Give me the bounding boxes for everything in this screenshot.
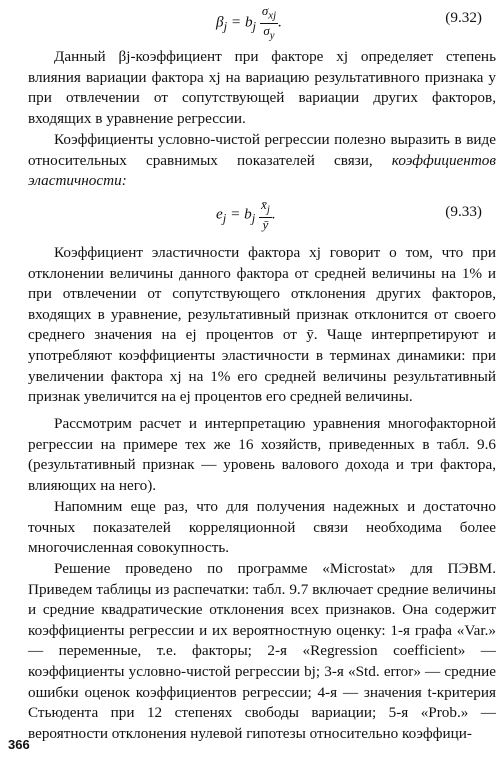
formula-9-33 [0,196,504,240]
equation-number-9-32: (9.32) [445,9,482,26]
fraction-sigma: $\frac{\sigma_{xj}}{\sigma_y}$ [261,3,277,42]
page-number: 366 [8,737,30,752]
paragraph-beta-coefficient: Данный βj-коэффициент при факторе xj определяет степень влияния вариации фактора xj на вариацию результативного признака у при отвлечении от сопутствующей вариации других факторов, входящих в уравнение регрессии. [28,48,496,127]
paragraph-elasticity-meaning: Коэффициент эластичности фактора xj говорит о том, что при отклонении величины данного фактора от средней величины на 1% и при отвлечении от сопутствующего отклонения других факторов, входящих в уравнение, результативный признак отклонится от своего среднего значения на ej процентов от ȳ. Чаще интерпретируют и употребляют коэффициенты эластичности в терминах динамики: при увеличении фактора xj на 1% его средней величины результативный признак увеличится на ej процентов его средней величины. [28,244,496,406]
paragraph-reminder: Напомним еще раз, что для получения надежных и достаточно точных показателей корреляционной связи необходима более многочисленная совокупность. [28,498,496,557]
equation-number-9-33: (9.33) [445,203,482,220]
fraction-means: $\frac{x̄_j}{ȳ}$ [261,197,270,232]
formula-9-33-expression: $e_j = b_j$ $\frac{x̄_j}{ȳ}$ . [216,197,276,232]
paragraph-microstat: Решение проведено по программе «Microstat» для ПЭВМ. Приведем таблицы из распечатки: табл. 9.7 включает средние величины и средние квадратические отклонения всех признаков. Она содержит коэффициенты регрессии и их вероятностную оценку: 1-я графа «Var.» — переменные, т.е. факторы; 2-я «Regression coefficient» — коэффициенты условно-чистой регрессии bj; 3-я «Std. error» — средние ошибки оценок коэффициентов регрессии; 4-я — значения t-критерия Стьюдента при 12 степенях свободы вариации; 5-я «Prob.» — вероятности отклонения нулевой гипотезы относительно коэффици- [28,560,496,742]
formula-9-32 [0,2,504,46]
formula-9-32-expression: $\beta_j = b_j$ $\frac{\sigma_{xj}}{\sigma_y}$ . [216,3,282,42]
paragraph-example: Рассмотрим расчет и интерпретацию уравнения многофакторной регрессии на примере тех же 16 хозяйств, приведенных в табл. 9.6 (результативный признак — уровень валового дохода и три фактора, влияющих на него). [28,415,496,494]
paragraph-elasticity-intro: Коэффициенты условно-чистой регрессии полезно выразить в виде относительных сравнимых показателей связи, коэффициентов эластичности: [28,131,496,190]
